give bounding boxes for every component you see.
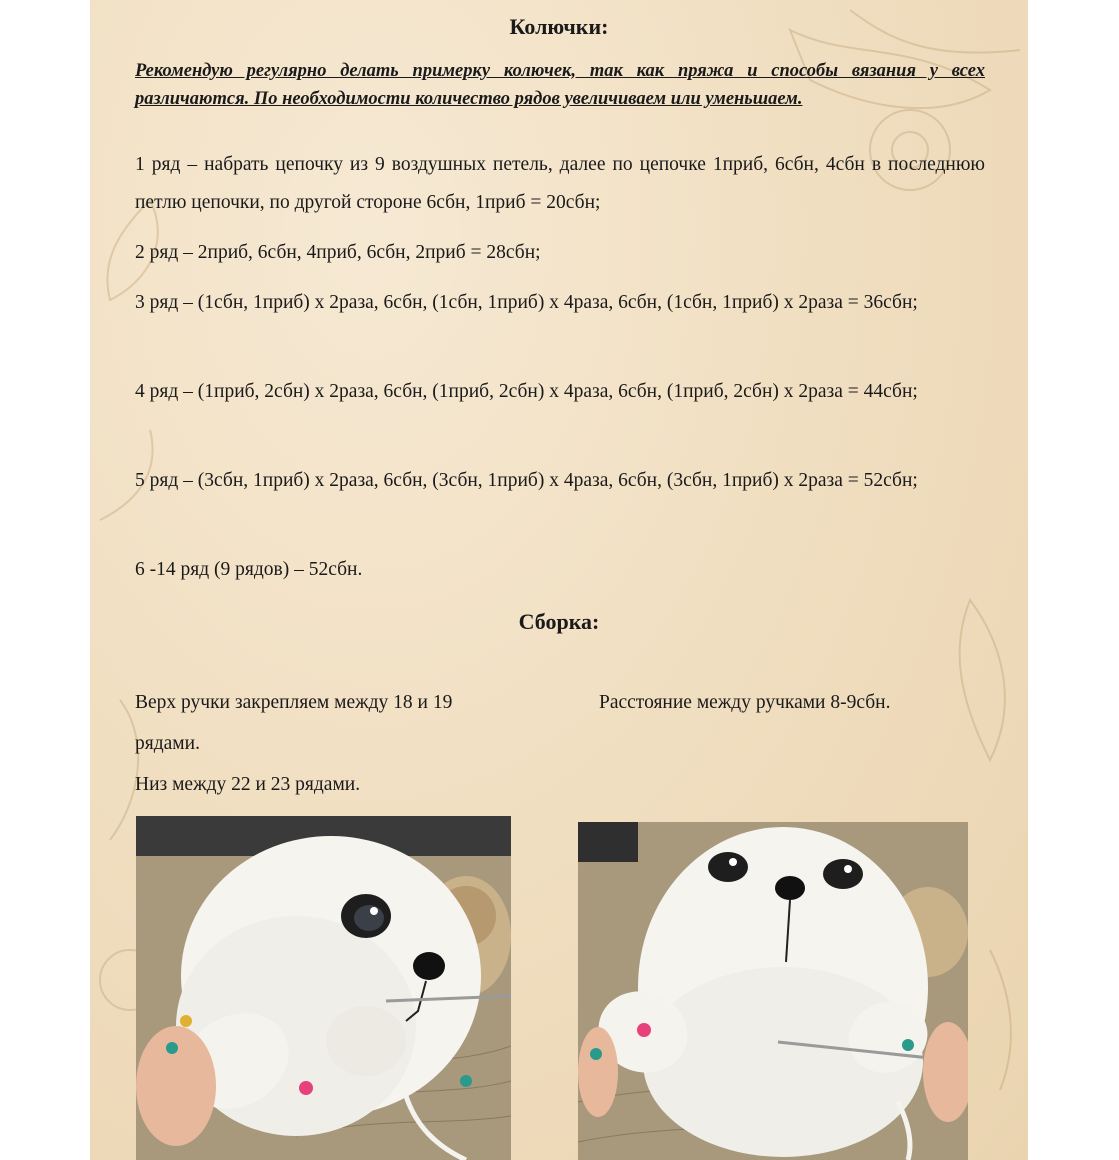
row-4-instruction: 4 ряд – (1приб, 2сбн) х 2раза, 6сбн, (1приб, 2сбн) х 4раза, 6сбн, (1приб, 2сбн) х 2раза = 44сбн; <box>135 381 918 402</box>
assembly-bottom: Низ между 22 и 23 рядами. <box>135 774 361 795</box>
assembly-top-line2: рядами. <box>135 733 200 754</box>
assembly-photo-side <box>136 816 511 1160</box>
assembly-title: Сборка: <box>518 609 600 634</box>
sizing-note: Рекомендую регулярно делать примерку колючек, так как пряжа и способы вязания у всех различаются. По необходимости количество рядов увеличиваем или уменьшаем. <box>135 61 985 109</box>
row-1-instruction: 1 ряд – набрать цепочку из 9 воздушных петель, далее по цепочке 1приб, 6сбн, 4сбн в последнюю петлю цепочки, по другой стороне 6сбн, 1приб = 20сбн; <box>135 154 985 213</box>
assembly-photo-front <box>578 822 968 1160</box>
row-6-14-instruction: 6 -14 ряд (9 рядов) – 52сбн. <box>135 559 363 580</box>
pattern-page <box>90 0 1028 1160</box>
assembly-top-line1: Верх ручки закрепляем между 18 и 19 <box>135 692 453 713</box>
row-5-instruction: 5 ряд – (3сбн, 1приб) х 2раза, 6сбн, (3сбн, 1приб) х 4раза, 6сбн, (3сбн, 1приб) х 2раза = 52сбн; <box>135 470 918 491</box>
row-3-instruction: 3 ряд – (1сбн, 1приб) х 2раза, 6сбн, (1сбн, 1приб) х 4раза, 6сбн, (1сбн, 1приб) х 2раза = 36сбн; <box>135 292 918 313</box>
row-2-instruction: 2 ряд – 2приб, 6сбн, 4приб, 6сбн, 2приб = 28сбн; <box>135 242 541 263</box>
spikes-title: Колючки: <box>509 14 609 39</box>
assembly-distance: Расстояние между ручками 8-9сбн. <box>599 692 891 713</box>
